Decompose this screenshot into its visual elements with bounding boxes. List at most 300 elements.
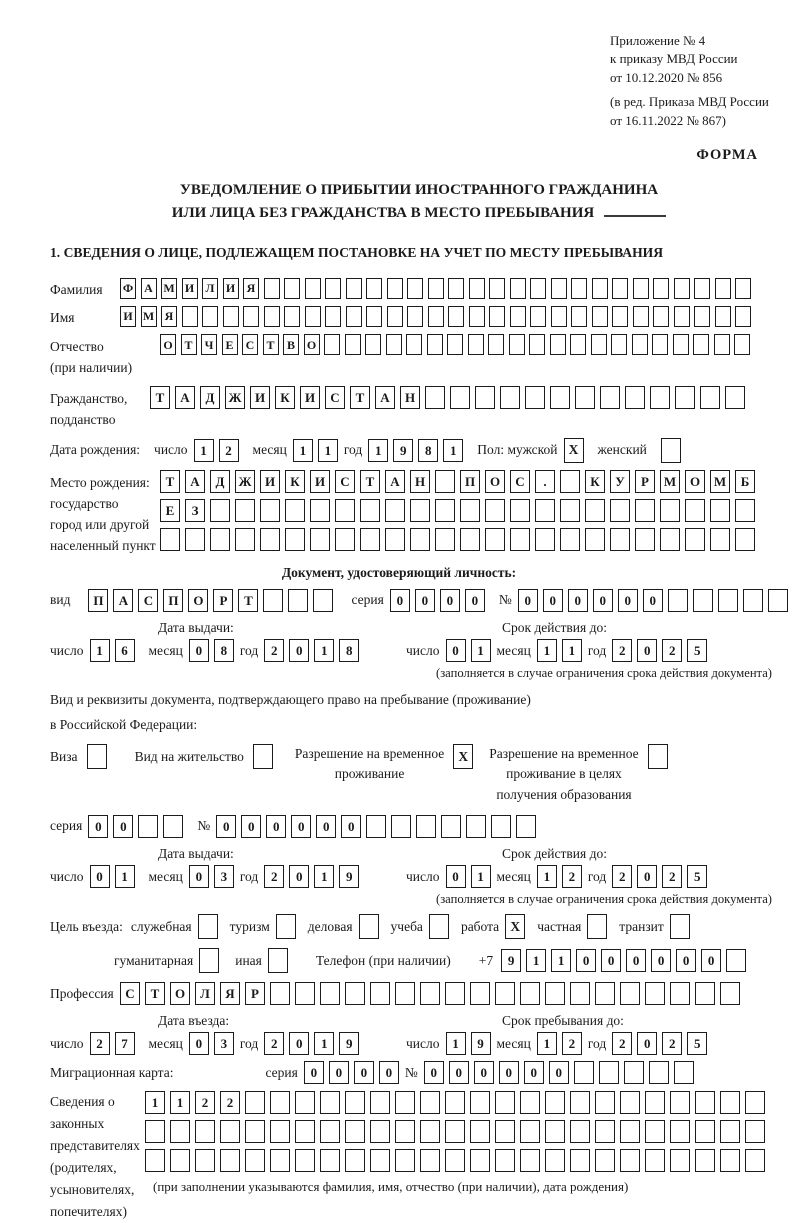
char-cell[interactable]: О xyxy=(485,470,505,493)
char-cell[interactable] xyxy=(199,948,219,973)
char-cell[interactable]: К xyxy=(585,470,605,493)
char-cell[interactable]: Д xyxy=(200,386,220,409)
char-cell[interactable] xyxy=(320,1120,340,1143)
char-cell[interactable]: Ж xyxy=(225,386,245,409)
permit-expiry-year-cells[interactable] xyxy=(612,865,707,888)
char-cell[interactable]: 0 xyxy=(341,815,361,838)
char-cell[interactable] xyxy=(345,1091,365,1114)
char-cell[interactable] xyxy=(295,1149,315,1172)
char-cell[interactable]: 0 xyxy=(446,639,466,662)
char-cell[interactable] xyxy=(276,914,296,939)
char-cell[interactable]: О xyxy=(304,334,320,355)
purpose-work-checkbox[interactable] xyxy=(505,914,525,939)
char-cell[interactable] xyxy=(335,528,355,551)
char-cell[interactable] xyxy=(420,1149,440,1172)
migration-number-cells[interactable] xyxy=(424,1061,694,1084)
char-cell[interactable]: У xyxy=(610,470,630,493)
char-cell[interactable] xyxy=(284,278,300,299)
char-cell[interactable] xyxy=(163,815,183,838)
char-cell[interactable] xyxy=(735,499,755,522)
char-cell[interactable]: С xyxy=(242,334,258,355)
char-cell[interactable] xyxy=(475,386,495,409)
char-cell[interactable]: 0 xyxy=(524,1061,544,1084)
char-cell[interactable] xyxy=(715,306,731,327)
char-cell[interactable] xyxy=(488,334,504,355)
char-cell[interactable] xyxy=(600,386,620,409)
char-cell[interactable] xyxy=(445,1091,465,1114)
char-cell[interactable] xyxy=(407,278,423,299)
passport-expiry-month-cells[interactable] xyxy=(537,639,582,662)
char-cell[interactable] xyxy=(485,499,505,522)
char-cell[interactable]: 2 xyxy=(264,865,284,888)
char-cell[interactable] xyxy=(545,1149,565,1172)
passport-expiry-year-cells[interactable] xyxy=(612,639,707,662)
stay-until-month-cells[interactable] xyxy=(537,1032,582,1055)
passport-issue-year-cells[interactable] xyxy=(264,639,359,662)
char-cell[interactable]: 9 xyxy=(339,865,359,888)
char-cell[interactable]: 1 xyxy=(293,439,313,462)
char-cell[interactable]: 0 xyxy=(701,949,721,972)
char-cell[interactable]: 0 xyxy=(379,1061,399,1084)
entry-month-cells[interactable] xyxy=(189,1032,234,1055)
char-cell[interactable] xyxy=(285,528,305,551)
char-cell[interactable] xyxy=(145,1149,165,1172)
char-cell[interactable]: 0 xyxy=(329,1061,349,1084)
char-cell[interactable]: 0 xyxy=(449,1061,469,1084)
char-cell[interactable] xyxy=(468,334,484,355)
char-cell[interactable] xyxy=(595,1120,615,1143)
char-cell[interactable]: Т xyxy=(238,589,258,612)
char-cell[interactable] xyxy=(595,982,615,1005)
char-cell[interactable]: Т xyxy=(150,386,170,409)
passport-issue-month-cells[interactable] xyxy=(189,639,234,662)
birth-month-cells[interactable] xyxy=(293,439,338,462)
char-cell[interactable] xyxy=(445,1149,465,1172)
char-cell[interactable]: Т xyxy=(145,982,165,1005)
char-cell[interactable] xyxy=(587,914,607,939)
char-cell[interactable] xyxy=(285,499,305,522)
char-cell[interactable]: Т xyxy=(181,334,197,355)
char-cell[interactable] xyxy=(768,589,788,612)
char-cell[interactable] xyxy=(485,528,505,551)
char-cell[interactable] xyxy=(611,334,627,355)
char-cell[interactable] xyxy=(366,306,382,327)
permit-issue-year-cells[interactable] xyxy=(264,865,359,888)
char-cell[interactable] xyxy=(570,1091,590,1114)
char-cell[interactable]: 0 xyxy=(90,865,110,888)
char-cell[interactable] xyxy=(170,1149,190,1172)
char-cell[interactable] xyxy=(535,528,555,551)
char-cell[interactable] xyxy=(160,528,180,551)
char-cell[interactable]: 0 xyxy=(189,639,209,662)
char-cell[interactable]: Р xyxy=(245,982,265,1005)
char-cell[interactable]: П xyxy=(460,470,480,493)
char-cell[interactable]: И xyxy=(182,278,198,299)
char-cell[interactable] xyxy=(495,1149,515,1172)
char-cell[interactable] xyxy=(575,386,595,409)
char-cell[interactable]: 1 xyxy=(194,439,214,462)
char-cell[interactable] xyxy=(386,334,402,355)
surname-cells[interactable] xyxy=(120,278,751,299)
char-cell[interactable] xyxy=(592,278,608,299)
char-cell[interactable] xyxy=(535,499,555,522)
char-cell[interactable] xyxy=(624,1061,644,1084)
char-cell[interactable]: И xyxy=(250,386,270,409)
phone-cells[interactable] xyxy=(501,949,746,972)
char-cell[interactable] xyxy=(551,306,567,327)
char-cell[interactable] xyxy=(387,278,403,299)
char-cell[interactable] xyxy=(245,1120,265,1143)
char-cell[interactable]: 0 xyxy=(113,815,133,838)
char-cell[interactable] xyxy=(295,1091,315,1114)
char-cell[interactable]: 1 xyxy=(537,1032,557,1055)
birth-place-row3-cells[interactable] xyxy=(160,528,755,551)
char-cell[interactable] xyxy=(645,1091,665,1114)
stay-until-year-cells[interactable] xyxy=(612,1032,707,1055)
char-cell[interactable] xyxy=(635,499,655,522)
char-cell[interactable] xyxy=(668,589,688,612)
char-cell[interactable] xyxy=(585,499,605,522)
migration-series-cells[interactable] xyxy=(304,1061,399,1084)
char-cell[interactable]: 0 xyxy=(593,589,613,612)
char-cell[interactable] xyxy=(710,499,730,522)
char-cell[interactable]: О xyxy=(188,589,208,612)
char-cell[interactable] xyxy=(195,1120,215,1143)
char-cell[interactable] xyxy=(429,914,449,939)
entry-day-cells[interactable] xyxy=(90,1032,135,1055)
char-cell[interactable]: А xyxy=(375,386,395,409)
char-cell[interactable]: 0 xyxy=(576,949,596,972)
char-cell[interactable]: 8 xyxy=(214,639,234,662)
char-cell[interactable]: 8 xyxy=(339,639,359,662)
char-cell[interactable]: 2 xyxy=(195,1091,215,1114)
char-cell[interactable] xyxy=(395,982,415,1005)
char-cell[interactable] xyxy=(670,1120,690,1143)
char-cell[interactable] xyxy=(345,982,365,1005)
char-cell[interactable]: 1 xyxy=(314,639,334,662)
char-cell[interactable] xyxy=(560,528,580,551)
char-cell[interactable]: 0 xyxy=(568,589,588,612)
char-cell[interactable]: 0 xyxy=(465,589,485,612)
char-cell[interactable]: 9 xyxy=(393,439,413,462)
purpose-private-checkbox[interactable] xyxy=(587,914,607,939)
char-cell[interactable]: 0 xyxy=(289,865,309,888)
char-cell[interactable] xyxy=(620,1120,640,1143)
char-cell[interactable] xyxy=(574,1061,594,1084)
char-cell[interactable] xyxy=(428,278,444,299)
char-cell[interactable] xyxy=(320,1091,340,1114)
char-cell[interactable]: С xyxy=(120,982,140,1005)
char-cell[interactable] xyxy=(551,278,567,299)
char-cell[interactable] xyxy=(694,278,710,299)
char-cell[interactable] xyxy=(410,528,430,551)
char-cell[interactable] xyxy=(670,914,690,939)
char-cell[interactable]: И xyxy=(120,306,136,327)
char-cell[interactable]: 2 xyxy=(662,865,682,888)
char-cell[interactable]: Т xyxy=(263,334,279,355)
char-cell[interactable] xyxy=(435,528,455,551)
char-cell[interactable] xyxy=(530,306,546,327)
char-cell[interactable] xyxy=(198,914,218,939)
char-cell[interactable] xyxy=(420,982,440,1005)
char-cell[interactable] xyxy=(599,1061,619,1084)
birth-year-cells[interactable] xyxy=(368,439,463,462)
doc-kind-cells[interactable] xyxy=(88,589,333,612)
char-cell[interactable] xyxy=(295,982,315,1005)
char-cell[interactable] xyxy=(387,306,403,327)
char-cell[interactable] xyxy=(510,278,526,299)
permit-expiry-month-cells[interactable] xyxy=(537,865,582,888)
char-cell[interactable] xyxy=(445,1120,465,1143)
char-cell[interactable] xyxy=(500,386,520,409)
char-cell[interactable] xyxy=(325,278,341,299)
char-cell[interactable] xyxy=(370,1120,390,1143)
char-cell[interactable]: 0 xyxy=(601,949,621,972)
char-cell[interactable] xyxy=(425,386,445,409)
char-cell[interactable] xyxy=(270,1149,290,1172)
char-cell[interactable]: Ч xyxy=(201,334,217,355)
char-cell[interactable]: 1 xyxy=(314,865,334,888)
char-cell[interactable] xyxy=(469,278,485,299)
char-cell[interactable]: Е xyxy=(160,499,180,522)
purpose-transit-checkbox[interactable] xyxy=(670,914,690,939)
char-cell[interactable]: О xyxy=(170,982,190,1005)
char-cell[interactable]: А xyxy=(385,470,405,493)
char-cell[interactable] xyxy=(715,278,731,299)
char-cell[interactable] xyxy=(745,1091,765,1114)
doc-number-cells[interactable] xyxy=(518,589,788,612)
char-cell[interactable] xyxy=(370,982,390,1005)
char-cell[interactable]: А xyxy=(175,386,195,409)
char-cell[interactable] xyxy=(743,589,763,612)
visa-checkbox[interactable] xyxy=(87,744,107,769)
char-cell[interactable]: 1 xyxy=(471,639,491,662)
char-cell[interactable]: 0 xyxy=(637,865,657,888)
char-cell[interactable]: К xyxy=(285,470,305,493)
char-cell[interactable] xyxy=(693,334,709,355)
char-cell[interactable]: 0 xyxy=(643,589,663,612)
char-cell[interactable] xyxy=(359,914,379,939)
char-cell[interactable] xyxy=(245,1149,265,1172)
permit-number-cells[interactable] xyxy=(216,815,536,838)
char-cell[interactable] xyxy=(260,499,280,522)
char-cell[interactable] xyxy=(138,815,158,838)
char-cell[interactable] xyxy=(653,306,669,327)
char-cell[interactable] xyxy=(320,982,340,1005)
char-cell[interactable] xyxy=(220,1120,240,1143)
purpose-official-checkbox[interactable] xyxy=(198,914,218,939)
char-cell[interactable] xyxy=(345,1120,365,1143)
char-cell[interactable] xyxy=(441,815,461,838)
char-cell[interactable] xyxy=(346,278,362,299)
char-cell[interactable]: Н xyxy=(400,386,420,409)
char-cell[interactable] xyxy=(210,528,230,551)
char-cell[interactable] xyxy=(263,589,283,612)
char-cell[interactable] xyxy=(674,1061,694,1084)
char-cell[interactable] xyxy=(591,334,607,355)
char-cell[interactable]: А xyxy=(113,589,133,612)
char-cell[interactable] xyxy=(470,1091,490,1114)
char-cell[interactable]: 1 xyxy=(537,865,557,888)
char-cell[interactable]: Л xyxy=(195,982,215,1005)
char-cell[interactable]: 0 xyxy=(499,1061,519,1084)
edu-permit-checkbox[interactable] xyxy=(648,744,668,769)
purpose-tourism-checkbox[interactable] xyxy=(276,914,296,939)
char-cell[interactable]: 0 xyxy=(266,815,286,838)
char-cell[interactable] xyxy=(284,306,300,327)
char-cell[interactable]: Я xyxy=(161,306,177,327)
char-cell[interactable] xyxy=(545,982,565,1005)
char-cell[interactable] xyxy=(560,499,580,522)
char-cell[interactable]: . xyxy=(535,470,555,493)
char-cell[interactable] xyxy=(202,306,218,327)
purpose-business-checkbox[interactable] xyxy=(359,914,379,939)
char-cell[interactable] xyxy=(366,278,382,299)
char-cell[interactable] xyxy=(700,386,720,409)
char-cell[interactable]: 1 xyxy=(551,949,571,972)
char-cell[interactable]: 0 xyxy=(440,589,460,612)
char-cell[interactable] xyxy=(420,1091,440,1114)
char-cell[interactable] xyxy=(268,948,288,973)
char-cell[interactable] xyxy=(448,278,464,299)
char-cell[interactable] xyxy=(525,386,545,409)
char-cell[interactable]: Р xyxy=(635,470,655,493)
char-cell[interactable]: 0 xyxy=(354,1061,374,1084)
char-cell[interactable]: Т xyxy=(160,470,180,493)
char-cell[interactable] xyxy=(695,982,715,1005)
char-cell[interactable] xyxy=(495,982,515,1005)
permit-series-cells[interactable] xyxy=(88,815,183,838)
char-cell[interactable] xyxy=(694,306,710,327)
char-cell[interactable]: 1 xyxy=(368,439,388,462)
char-cell[interactable] xyxy=(660,528,680,551)
char-cell[interactable] xyxy=(310,528,330,551)
char-cell[interactable] xyxy=(674,306,690,327)
char-cell[interactable] xyxy=(595,1091,615,1114)
char-cell[interactable] xyxy=(489,278,505,299)
char-cell[interactable] xyxy=(460,528,480,551)
given-name-cells[interactable] xyxy=(120,306,751,327)
permit-issue-day-cells[interactable] xyxy=(90,865,135,888)
char-cell[interactable] xyxy=(520,1091,540,1114)
char-cell[interactable] xyxy=(220,1149,240,1172)
char-cell[interactable] xyxy=(693,589,713,612)
char-cell[interactable]: 9 xyxy=(471,1032,491,1055)
char-cell[interactable] xyxy=(385,499,405,522)
char-cell[interactable] xyxy=(345,1149,365,1172)
char-cell[interactable]: 0 xyxy=(474,1061,494,1084)
char-cell[interactable]: 0 xyxy=(626,949,646,972)
char-cell[interactable] xyxy=(620,982,640,1005)
char-cell[interactable] xyxy=(745,1149,765,1172)
char-cell[interactable]: Ф xyxy=(120,278,136,299)
char-cell[interactable]: 1 xyxy=(115,865,135,888)
char-cell[interactable]: 2 xyxy=(662,1032,682,1055)
char-cell[interactable] xyxy=(288,589,308,612)
char-cell[interactable]: 2 xyxy=(90,1032,110,1055)
char-cell[interactable] xyxy=(264,306,280,327)
char-cell[interactable] xyxy=(510,528,530,551)
passport-expiry-day-cells[interactable] xyxy=(446,639,491,662)
char-cell[interactable] xyxy=(620,1149,640,1172)
char-cell[interactable]: 1 xyxy=(170,1091,190,1114)
char-cell[interactable] xyxy=(648,744,668,769)
char-cell[interactable]: 6 xyxy=(115,639,135,662)
char-cell[interactable]: И xyxy=(310,470,330,493)
char-cell[interactable] xyxy=(495,1091,515,1114)
char-cell[interactable] xyxy=(520,982,540,1005)
char-cell[interactable]: 9 xyxy=(339,1032,359,1055)
char-cell[interactable] xyxy=(365,334,381,355)
char-cell[interactable]: Н xyxy=(410,470,430,493)
char-cell[interactable] xyxy=(571,306,587,327)
char-cell[interactable] xyxy=(395,1091,415,1114)
char-cell[interactable] xyxy=(223,306,239,327)
char-cell[interactable]: 0 xyxy=(304,1061,324,1084)
char-cell[interactable] xyxy=(735,278,751,299)
char-cell[interactable] xyxy=(550,334,566,355)
char-cell[interactable] xyxy=(714,334,730,355)
char-cell[interactable]: 5 xyxy=(687,1032,707,1055)
char-cell[interactable]: М xyxy=(161,278,177,299)
char-cell[interactable] xyxy=(710,528,730,551)
char-cell[interactable] xyxy=(585,528,605,551)
char-cell[interactable] xyxy=(466,815,486,838)
char-cell[interactable]: И xyxy=(260,470,280,493)
char-cell[interactable]: X xyxy=(453,744,473,769)
char-cell[interactable]: 0 xyxy=(289,639,309,662)
char-cell[interactable]: 0 xyxy=(676,949,696,972)
char-cell[interactable]: С xyxy=(510,470,530,493)
char-cell[interactable] xyxy=(520,1120,540,1143)
char-cell[interactable] xyxy=(253,744,273,769)
char-cell[interactable]: 1 xyxy=(90,639,110,662)
char-cell[interactable] xyxy=(610,499,630,522)
char-cell[interactable] xyxy=(720,1091,740,1114)
char-cell[interactable] xyxy=(570,1120,590,1143)
char-cell[interactable]: Е xyxy=(222,334,238,355)
char-cell[interactable] xyxy=(509,334,525,355)
char-cell[interactable] xyxy=(670,1091,690,1114)
char-cell[interactable] xyxy=(416,815,436,838)
char-cell[interactable] xyxy=(570,1149,590,1172)
char-cell[interactable]: 1 xyxy=(318,439,338,462)
char-cell[interactable] xyxy=(270,1091,290,1114)
char-cell[interactable]: 0 xyxy=(424,1061,444,1084)
char-cell[interactable] xyxy=(635,528,655,551)
char-cell[interactable] xyxy=(510,306,526,327)
char-cell[interactable]: О xyxy=(685,470,705,493)
char-cell[interactable] xyxy=(448,306,464,327)
representatives-row3-cells[interactable] xyxy=(145,1149,765,1172)
char-cell[interactable]: 0 xyxy=(216,815,236,838)
doc-series-cells[interactable] xyxy=(390,589,485,612)
char-cell[interactable] xyxy=(395,1149,415,1172)
char-cell[interactable]: 0 xyxy=(189,1032,209,1055)
char-cell[interactable]: 1 xyxy=(562,639,582,662)
char-cell[interactable] xyxy=(346,306,362,327)
char-cell[interactable]: 1 xyxy=(145,1091,165,1114)
char-cell[interactable]: 0 xyxy=(88,815,108,838)
char-cell[interactable]: С xyxy=(335,470,355,493)
char-cell[interactable] xyxy=(516,815,536,838)
representatives-row2-cells[interactable] xyxy=(145,1120,765,1143)
char-cell[interactable]: Я xyxy=(220,982,240,1005)
char-cell[interactable]: 1 xyxy=(443,439,463,462)
char-cell[interactable]: 0 xyxy=(637,639,657,662)
char-cell[interactable]: А xyxy=(141,278,157,299)
char-cell[interactable] xyxy=(407,306,423,327)
